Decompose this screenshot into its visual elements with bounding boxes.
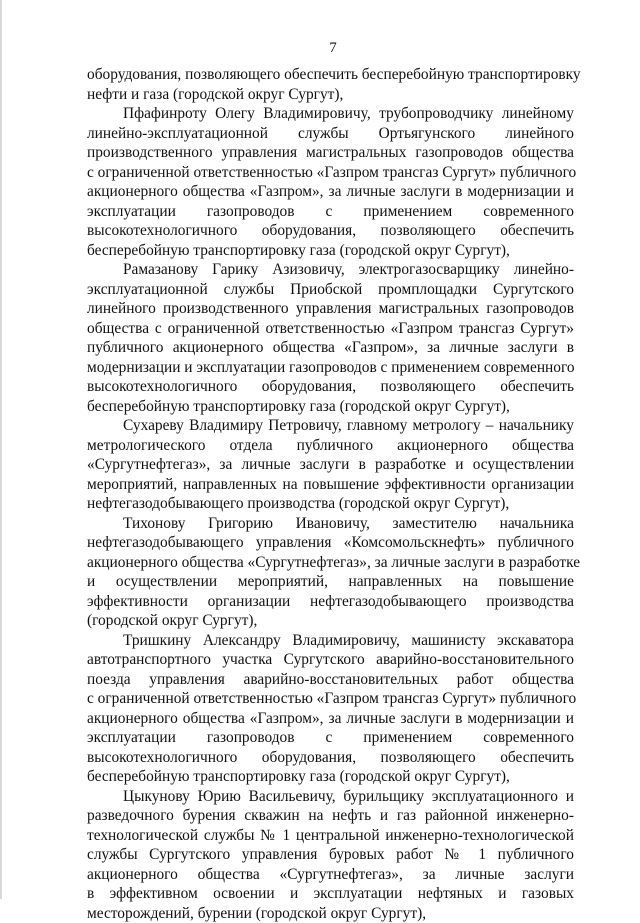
text-line: с ограниченной ответственностью «Газпром трансгаз Сургут» публичного xyxy=(87,689,574,709)
paragraph-tsykunov xyxy=(87,787,574,923)
text-line: эффективности организации нефтегазодобывающего производства xyxy=(87,592,574,612)
text-line: «Сургутнефтегаз», за личные заслуги в разработке и осуществлении xyxy=(87,455,574,475)
text-line: мероприятий, направленных на повышение эффективности организации xyxy=(87,475,574,495)
text-line: в эффективном освоении и эксплуатации нефтяных и газовых xyxy=(87,884,574,904)
text-line: акционерного общества «Газпром», за личные заслуги в модернизации и xyxy=(87,182,574,202)
text-line: высокотехнологичного оборудования, позволяющего обеспечить xyxy=(87,221,574,241)
page-number: 7 xyxy=(14,40,640,56)
text-line: производственного управления магистральных газопроводов общества xyxy=(87,143,574,163)
text-line: акционерного общества «Сургутнефтегаз», за личные заслуги в разработке xyxy=(87,553,574,573)
text-line: нефти и газа (городской округ Сургут), xyxy=(87,85,574,105)
text-line: нефтегазодобывающего управления «Комсомольскнефть» публичного xyxy=(87,533,574,553)
text-line: Рамазанову Гарику Азизовичу, электрогазосварщику линейно- xyxy=(87,260,574,280)
text-line: модернизации и эксплуатации газопроводов с применением современного xyxy=(87,358,574,378)
text-line: высокотехнологичного оборудования, позволяющего обеспечить xyxy=(87,377,574,397)
text-line: бесперебойную транспортировку газа (городской округ Сургут), xyxy=(87,241,574,261)
text-line: высокотехнологичного оборудования, позволяющего обеспечить xyxy=(87,748,574,768)
text-line: службы Сургутского управления буровых работ № 1 публичного xyxy=(87,845,574,865)
paragraph-pfafinrot xyxy=(87,104,574,260)
text-line: Пфафинроту Олегу Владимировичу, трубопроводчику линейному xyxy=(87,104,574,124)
text-line: бесперебойную транспортировку газа (городской округ Сургут), xyxy=(87,767,574,787)
text-line: Тихонову Григорию Ивановичу, заместителю начальника xyxy=(87,514,574,534)
text-line: технологической службы № 1 центральной инженерно-технологической xyxy=(87,826,574,846)
text-line: акционерного общества «Сургутнефтегаз», за личные заслуги xyxy=(87,865,574,885)
text-line: эксплуатации газопроводов с применением современного xyxy=(87,728,574,748)
text-line: бесперебойную транспортировку газа (городской округ Сургут), xyxy=(87,397,574,417)
paragraph-continuation xyxy=(87,65,574,104)
text-line: общества с ограниченной ответственностью «Газпром трансгаз Сургут» xyxy=(87,319,574,339)
text-line: эксплуатационной службы Приобской промплощадки Сургутского xyxy=(87,280,574,300)
text-line: метрологического отдела публичного акционерного общества xyxy=(87,436,574,456)
text-line: Цыкунову Юрию Васильевичу, бурильщику эксплуатационного и xyxy=(87,787,574,807)
text-line: публичного акционерного общества «Газпром», за личные заслуги в xyxy=(87,338,574,358)
paragraph-ramazanov xyxy=(87,260,574,416)
paragraph-tikhonov xyxy=(87,514,574,631)
text-line: месторождений, бурении (городской округ Сургут), xyxy=(87,904,574,923)
text-line: акционерного общества «Газпром», за личные заслуги в модернизации и xyxy=(87,709,574,729)
document-body xyxy=(87,65,574,923)
text-line: нефтегазодобывающего производства (городской округ Сургут), xyxy=(87,494,574,514)
text-line: (городской округ Сургут), xyxy=(87,611,574,631)
text-line: Тришкину Александру Владимировичу, машинисту экскаватора xyxy=(87,631,574,651)
text-line: и осуществлении мероприятий, направленных на повышение xyxy=(87,572,574,592)
paragraph-sukharev xyxy=(87,416,574,514)
text-line: разведочного бурения скважин на нефть и газ районной инженерно- xyxy=(87,806,574,826)
text-line: с ограниченной ответственностью «Газпром трансгаз Сургут» публичного xyxy=(87,163,574,183)
text-line: автотранспортного участка Сургутского аварийно-восстановительного xyxy=(87,650,574,670)
paragraph-trishkin xyxy=(87,631,574,787)
text-line: эксплуатации газопроводов с применением современного xyxy=(87,202,574,222)
text-line: оборудования, позволяющего обеспечить бесперебойную транспортировку xyxy=(87,65,574,85)
text-line: линейно-эксплуатационной службы Ортьягунского линейного xyxy=(87,124,574,144)
text-line: поезда управления аварийно-восстановительных работ общества xyxy=(87,670,574,690)
text-line: линейного производственного управления магистральных газопроводов xyxy=(87,299,574,319)
text-line: Сухареву Владимиру Петровичу, главному метрологу – начальнику xyxy=(87,416,574,436)
